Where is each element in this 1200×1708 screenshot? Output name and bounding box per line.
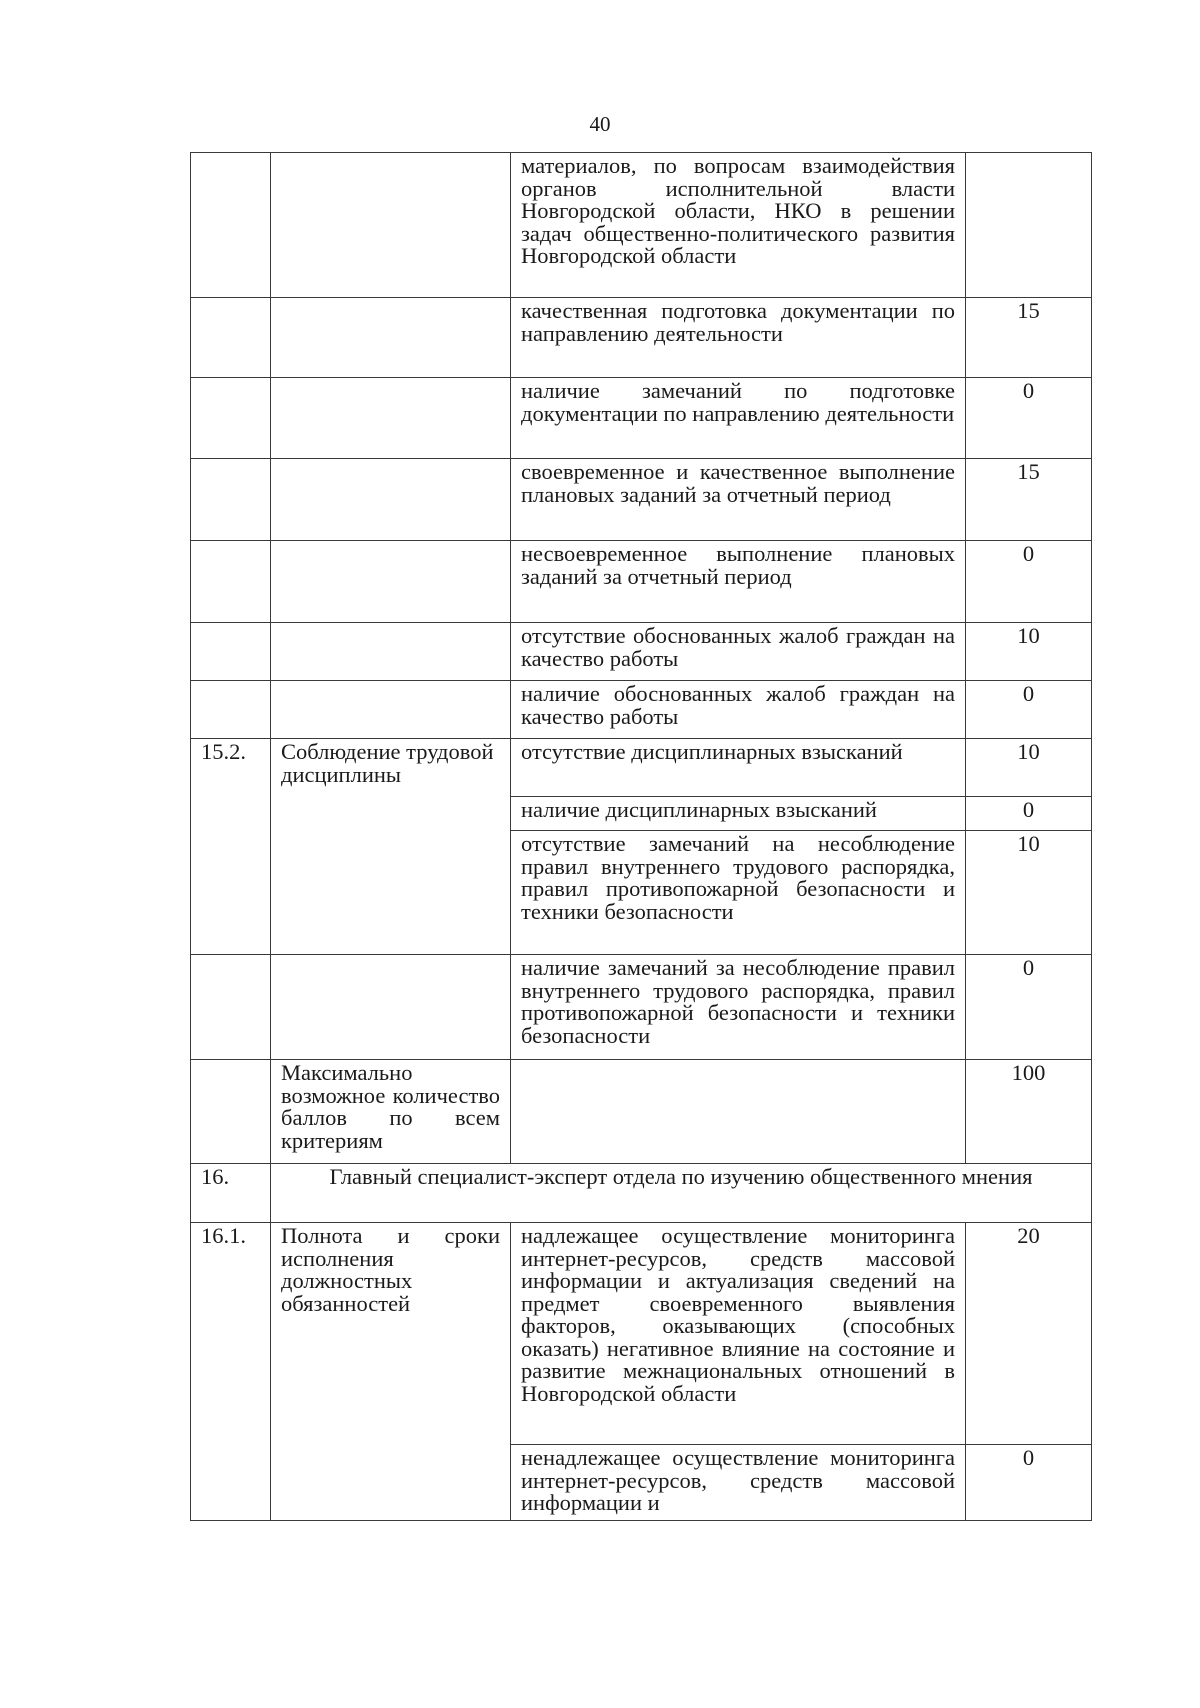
table-row — [191, 1223, 1092, 1445]
criterion-text: надлежащее осуществление мониторинга интернет-ресурсов, средств массовой информации и актуализация сведений на предмет своевременного выявления факторов, оказывающих (способных оказать) негативное влияние на состояние и развитие межнациональных отношений в Новгородской области — [511, 1223, 966, 1445]
score-cell: 10 — [966, 739, 1092, 797]
row-number-cell — [191, 298, 271, 378]
section-number: 16.1. — [191, 1223, 271, 1521]
criteria-table — [190, 152, 1092, 1521]
criterion-text: отсутствие обоснованных жалоб граждан на качество работы — [511, 623, 966, 681]
criterion-text: наличие замечаний за несоблюдение правил внутреннего трудового распорядка, правил противопожарной безопасности и техники безопасности — [511, 955, 966, 1060]
row-number-cell — [191, 541, 271, 623]
indicator-cell — [271, 623, 511, 681]
score-cell: 15 — [966, 459, 1092, 541]
criterion-text: наличие дисциплинарных взысканий — [511, 797, 966, 831]
indicator-cell — [271, 153, 511, 298]
max-total-label: Максимально возможное количество баллов по всем критериям — [271, 1060, 511, 1164]
row-number-cell — [191, 955, 271, 1060]
max-total-score: 100 — [966, 1060, 1092, 1164]
row-number-cell — [191, 459, 271, 541]
section-title: Соблюдение трудовой дисциплины — [271, 739, 511, 955]
section-number: 16. — [191, 1164, 271, 1223]
indicator-cell — [271, 298, 511, 378]
score-cell: 0 — [966, 797, 1092, 831]
score-cell: 10 — [966, 831, 1092, 955]
table-row — [191, 153, 1092, 298]
indicator-cell — [271, 459, 511, 541]
score-cell: 15 — [966, 298, 1092, 378]
table-row — [191, 1060, 1092, 1164]
table-row — [191, 298, 1092, 378]
score-cell: 0 — [966, 378, 1092, 459]
criterion-text: наличие замечаний по подготовке документации по направлению деятельности — [511, 378, 966, 459]
page-number: 40 — [589, 112, 611, 136]
criterion-text: отсутствие дисциплинарных взысканий — [511, 739, 966, 797]
indicator-cell — [271, 541, 511, 623]
row-number-cell — [191, 378, 271, 459]
table-row — [191, 378, 1092, 459]
criterion-text: своевременное и качественное выполнение плановых заданий за отчетный период — [511, 459, 966, 541]
section-title: Полнота и сроки исполнения должностных обязанностей — [271, 1223, 511, 1521]
table-row — [191, 459, 1092, 541]
indicator-cell — [271, 681, 511, 739]
section-number: 15.2. — [191, 739, 271, 955]
criterion-text: качественная подготовка документации по направлению деятельности — [511, 298, 966, 378]
table-row — [191, 1164, 1092, 1223]
criterion-text: несвоевременное выполнение плановых заданий за отчетный период — [511, 541, 966, 623]
criterion-text: наличие обоснованных жалоб граждан на качество работы — [511, 681, 966, 739]
table-row — [191, 623, 1092, 681]
section-heading: Главный специалист-эксперт отдела по изучению общественного мнения — [271, 1164, 1092, 1223]
score-cell: 0 — [966, 1445, 1092, 1521]
indicator-cell — [271, 378, 511, 459]
score-cell: 0 — [966, 541, 1092, 623]
criterion-text — [511, 1060, 966, 1164]
score-cell — [966, 153, 1092, 298]
score-cell: 0 — [966, 681, 1092, 739]
criterion-text: материалов, по вопросам взаимодействия органов исполнительной власти Новгородской области, НКО в решении задач общественно-политического развития Новгородской области — [511, 153, 966, 298]
row-number-cell — [191, 153, 271, 298]
indicator-cell — [271, 955, 511, 1060]
table-row — [191, 739, 1092, 797]
table-row — [191, 681, 1092, 739]
criterion-text: отсутствие замечаний на несоблюдение правил внутреннего трудового распорядка, правил противопожарной безопасности и техники безопасности — [511, 831, 966, 955]
score-cell: 10 — [966, 623, 1092, 681]
row-number-cell — [191, 1060, 271, 1164]
table-row — [191, 955, 1092, 1060]
score-cell: 0 — [966, 955, 1092, 1060]
table-row — [191, 541, 1092, 623]
score-cell: 20 — [966, 1223, 1092, 1445]
row-number-cell — [191, 681, 271, 739]
criterion-text: ненадлежащее осуществление мониторинга интернет-ресурсов, средств массовой информации и — [511, 1445, 966, 1521]
row-number-cell — [191, 623, 271, 681]
